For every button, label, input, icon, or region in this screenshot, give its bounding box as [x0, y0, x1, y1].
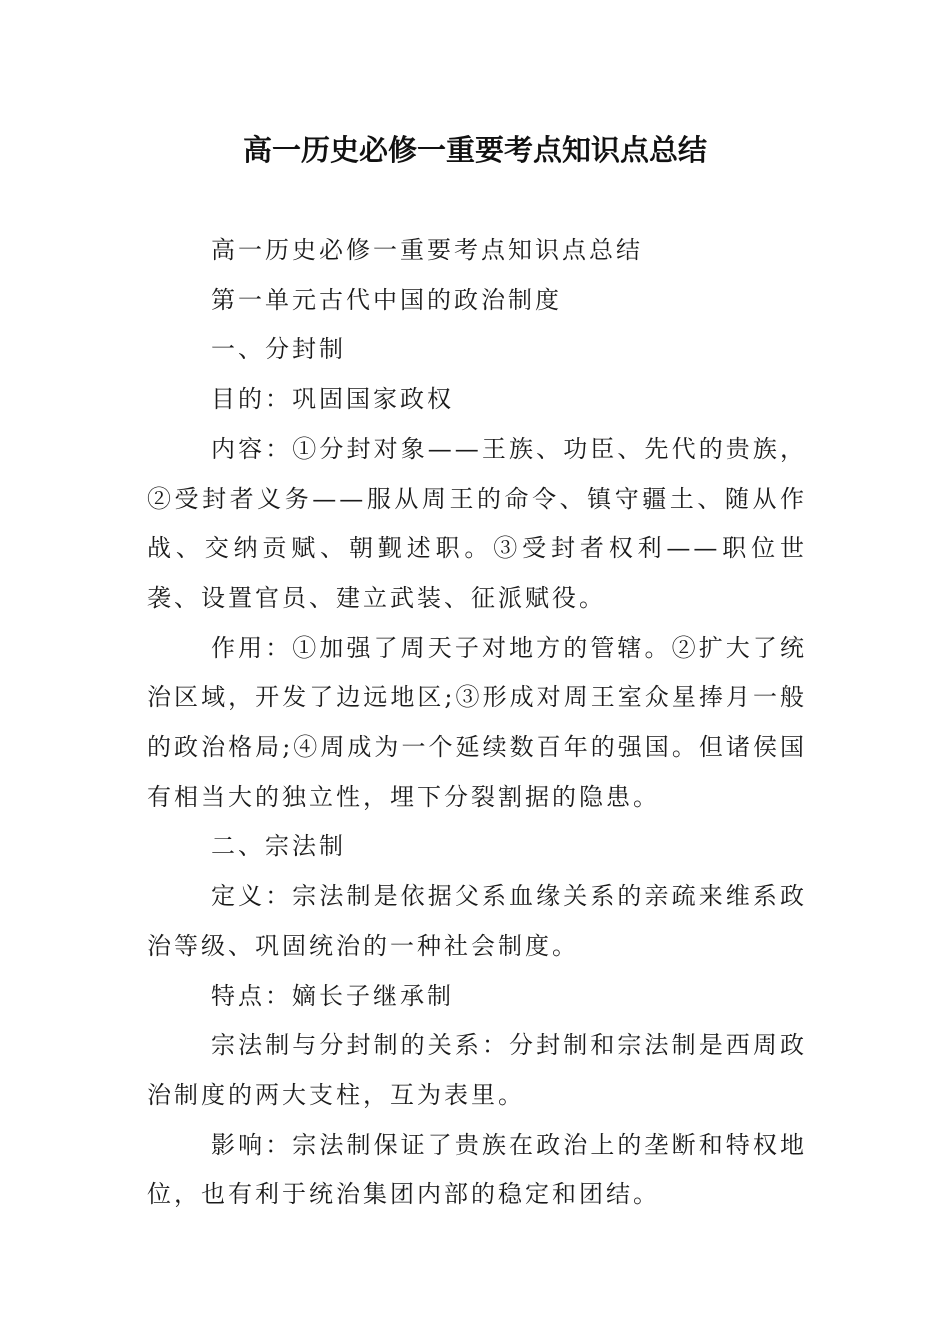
document-body — [147, 226, 807, 1220]
paragraph-effect: 作用：①加强了周天子对地方的管辖。②扩大了统治区域，开发了边远地区;③形成对周王室众星捧月一般的政治格局;④周成为一个延续数百年的强国。但诸侯国有相当大的独立性，埋下分裂割据的隐患。 — [147, 633, 807, 811]
document-title: 高一历史必修一重要考点知识点总结 — [242, 133, 707, 167]
paragraph-unit-title: 第一单元古代中国的政治制度 — [211, 285, 562, 314]
paragraph-content: 内容：①分封对象——王族、功臣、先代的贵族，②受封者义务——服从周王的命令、镇守疆土、随从作战、交纳贡赋、朝觐述职。③受封者权利——职位世袭、设置官员、建立武装、征派赋役。 — [147, 434, 807, 612]
paragraph-section-fengjian: 一、分封制 — [211, 335, 346, 364]
paragraph-section-zongfa: 二、宗法制 — [211, 832, 346, 861]
paragraph-heading: 高一历史必修一重要考点知识点总结 — [211, 236, 643, 264]
paragraph-feature: 特点：嫡长子继承制 — [211, 981, 454, 1010]
paragraph-definition: 定义：宗法制是依据父系血缘关系的亲疏来维系政治等级、巩固统治的一种社会制度。 — [147, 882, 807, 960]
paragraph-influence: 影响：宗法制保证了贵族在政治上的垄断和特权地位，也有利于统治集团内部的稳定和团结。 — [147, 1130, 807, 1209]
paragraph-relationship: 宗法制与分封制的关系：分封制和宗法制是西周政治制度的两大支柱，互为表里。 — [147, 1031, 807, 1109]
paragraph-purpose: 目的：巩固国家政权 — [211, 385, 454, 414]
